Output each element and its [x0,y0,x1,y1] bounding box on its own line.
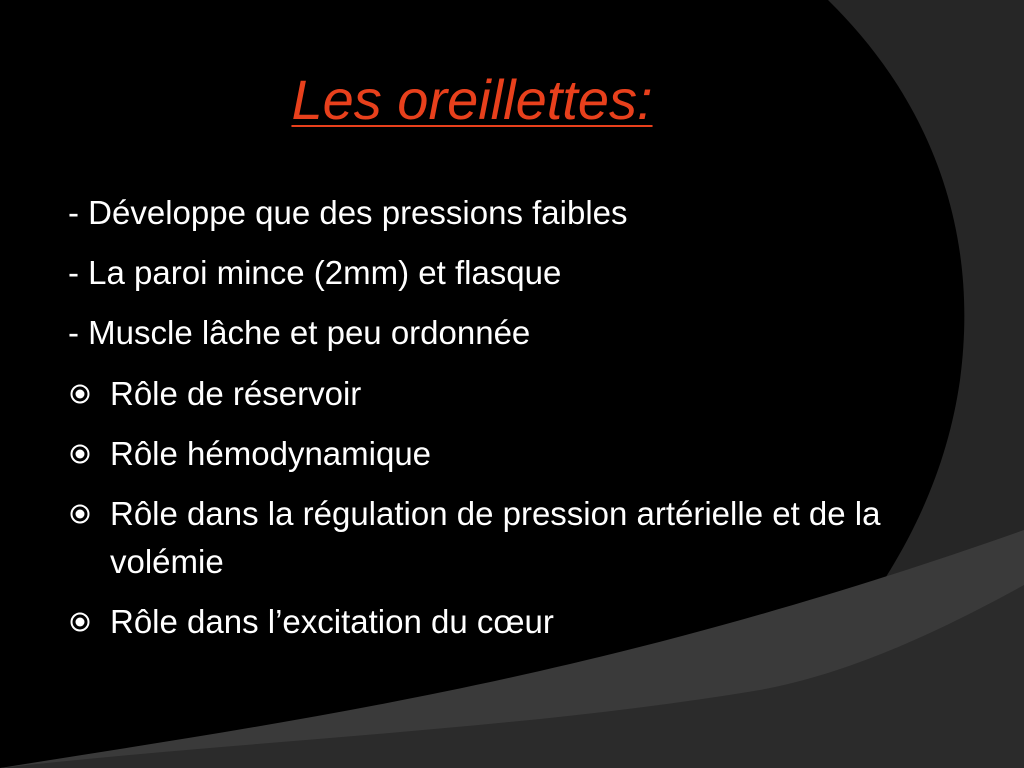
list-item-text: - La paroi mince (2mm) et flasque [68,254,562,291]
list-item [68,598,888,646]
list-item [68,186,888,240]
circle-bullet-icon [70,384,90,404]
circle-bullet-icon [70,504,90,524]
list-item-text: - Développe que des pressions faibles [68,194,628,231]
list-item [68,430,888,478]
list-item-text: Rôle dans la régulation de pression artérielle et de la volémie [110,495,881,580]
list-item-text: Rôle de réservoir [110,375,362,412]
slide-title: Les oreillettes: [291,68,653,131]
list-item [68,490,888,586]
list-item [68,246,888,300]
list-item [68,306,888,360]
circle-bullet-icon [70,612,90,632]
list-item-text: Rôle hémodynamique [110,435,432,472]
slide-content-list [68,186,888,658]
list-item [68,370,888,418]
list-item-text: - Muscle lâche et peu ordonnée [68,314,531,351]
list-item-text: Rôle dans l’excitation du cœur [110,603,554,640]
circle-bullet-icon [70,444,90,464]
